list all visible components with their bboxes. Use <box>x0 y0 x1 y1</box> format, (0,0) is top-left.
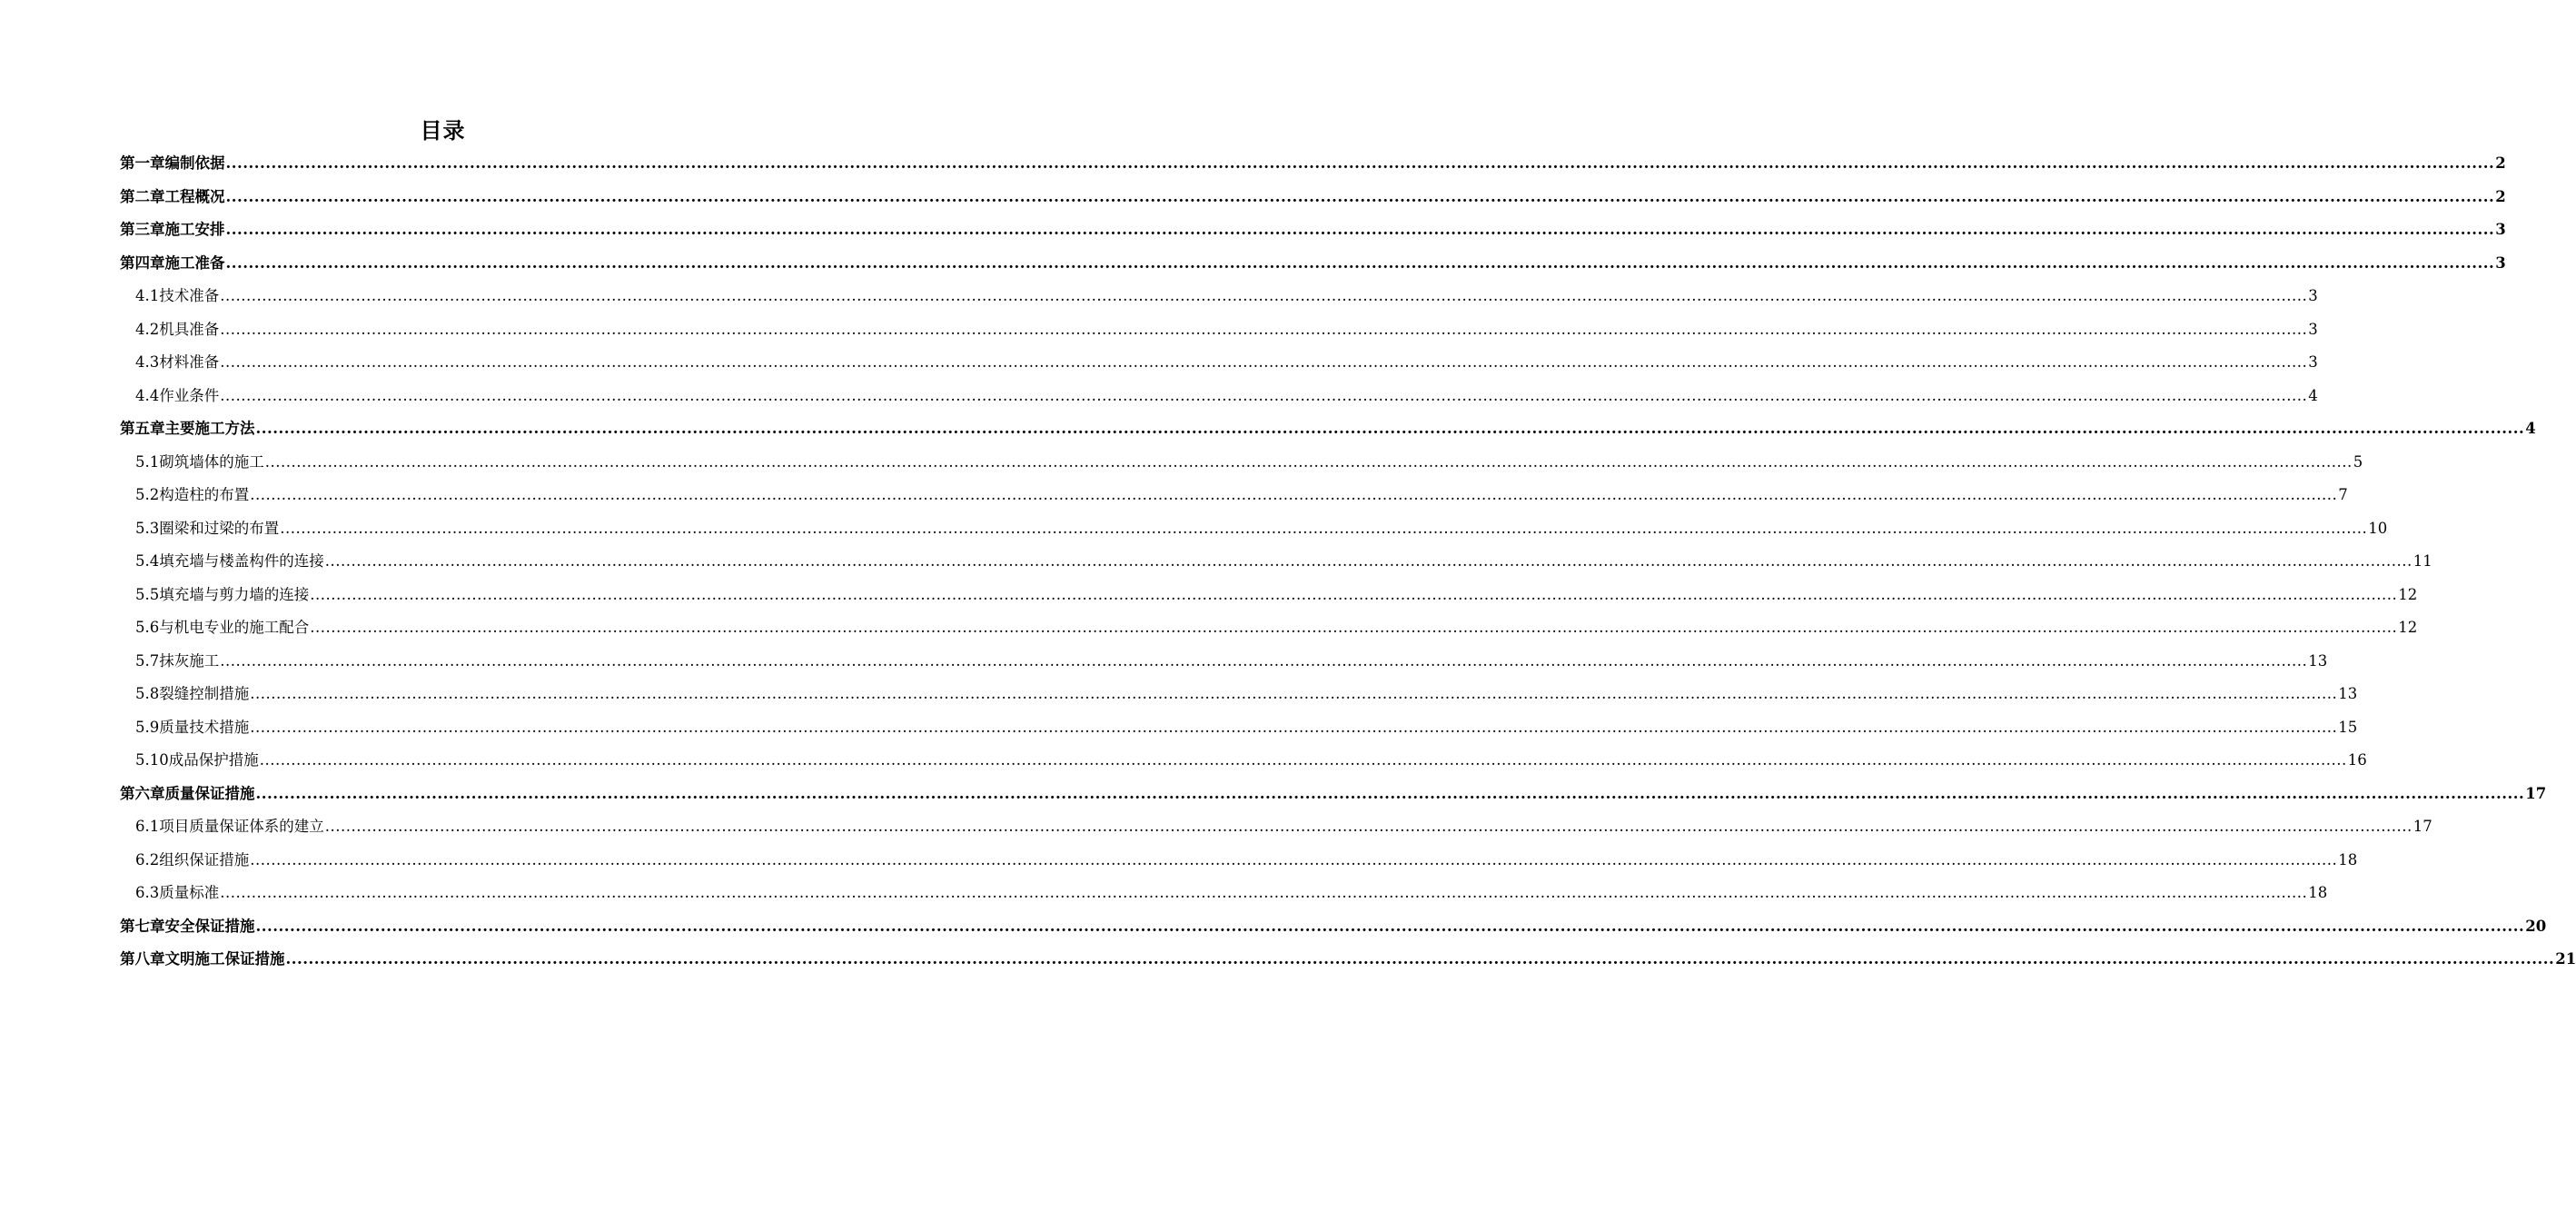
toc-dot-leader: ................................................................................................................................................................................................................................................................................................................................................................................................................ <box>255 784 2525 802</box>
toc-page-number: 2 <box>2495 187 2506 205</box>
toc-entry-title: 技术准备 <box>159 287 220 304</box>
toc-page-number: 17 <box>2525 784 2547 802</box>
toc-chapter-entry[interactable] <box>120 247 2506 281</box>
toc-dot-leader: ................................................................................................................................................................................................................................................................................................................................................................................................................ <box>225 253 2495 272</box>
toc-title: 目录 <box>420 117 466 144</box>
toc-page-number: 15 <box>2338 718 2358 736</box>
toc-entry-title: 工程概况 <box>164 187 225 205</box>
toc-page-number: 3 <box>2308 353 2318 371</box>
toc-section-entry[interactable] <box>120 579 2418 612</box>
toc-section-entry[interactable] <box>120 479 2348 512</box>
toc-entry-title: 材料准备 <box>159 353 220 371</box>
toc-chapter-entry[interactable] <box>120 213 2506 247</box>
toc-entry-title: 主要施工方法 <box>164 420 255 437</box>
toc-page-number: 3 <box>2495 253 2506 272</box>
toc-section-entry[interactable] <box>120 446 2363 480</box>
toc-section-entry[interactable] <box>120 512 2388 546</box>
toc-dot-leader: ................................................................................................................................................................................................................................................................................................................................................................................................................ <box>255 420 2525 437</box>
toc-chapter-entry[interactable] <box>120 412 2536 446</box>
toc-entry-title: 裂缝控制措施 <box>159 685 250 702</box>
toc-entry-number: 4.2 <box>135 320 160 338</box>
toc-entry-title: 抹灰施工 <box>159 651 220 670</box>
toc-entry-number: 5.2 <box>135 486 160 503</box>
toc-entry-number: 5.9 <box>135 718 160 736</box>
toc-page-number: 18 <box>2308 884 2328 901</box>
toc-section-entry[interactable] <box>120 346 2318 380</box>
toc-dot-leader: ................................................................................................................................................................................................................................................................................................................................................................................................................ <box>250 718 2338 736</box>
toc-entry-title: 项目质量保证体系的建立 <box>159 818 324 835</box>
toc-section-entry[interactable] <box>120 844 2358 878</box>
toc-entry-number: 5.4 <box>135 552 160 570</box>
toc-entry-title: 作业条件 <box>159 386 220 404</box>
toc-entry-number: 5.7 <box>135 651 160 670</box>
toc-entry-title: 与机电专业的施工配合 <box>159 619 310 636</box>
toc-dot-leader: ................................................................................................................................................................................................................................................................................................................................................................................................................ <box>225 187 2495 205</box>
toc-dot-leader: ................................................................................................................................................................................................................................................................................................................................................................................................................ <box>259 751 2347 769</box>
toc-entry-number: 5.10 <box>135 751 169 769</box>
toc-entry-number: 5.6 <box>135 619 160 636</box>
toc-chapter-entry[interactable] <box>120 778 2547 811</box>
toc-entry-title: 文明施工保证措施 <box>164 950 285 968</box>
toc-dot-leader: ................................................................................................................................................................................................................................................................................................................................................................................................................ <box>220 353 2308 371</box>
toc-section-entry[interactable] <box>120 280 2318 313</box>
toc-entry-number: 第四章 <box>120 253 165 272</box>
toc-entry-number: 4.3 <box>135 353 160 371</box>
toc-entry-number: 4.1 <box>135 287 160 304</box>
toc-section-entry[interactable] <box>120 645 2328 679</box>
toc-chapter-entry[interactable] <box>120 910 2547 944</box>
toc-chapter-entry[interactable] <box>120 147 2506 181</box>
toc-section-entry[interactable] <box>120 678 2358 711</box>
table-of-contents <box>120 147 2576 977</box>
toc-page-number: 12 <box>2398 619 2418 636</box>
toc-entry-title: 填充墙与剪力墙的连接 <box>159 585 310 603</box>
toc-dot-leader: ................................................................................................................................................................................................................................................................................................................................................................................................................ <box>220 386 2308 404</box>
toc-entry-number: 第七章 <box>120 917 165 935</box>
toc-entry-number: 第六章 <box>120 784 165 802</box>
toc-dot-leader: ................................................................................................................................................................................................................................................................................................................................................................................................................ <box>255 917 2525 935</box>
toc-dot-leader: ................................................................................................................................................................................................................................................................................................................................................................................................................ <box>280 519 2368 537</box>
toc-entry-number: 6.3 <box>135 884 160 901</box>
toc-dot-leader: ................................................................................................................................................................................................................................................................................................................................................................................................................ <box>225 154 2495 172</box>
toc-entry-title: 成品保护措施 <box>168 751 259 769</box>
toc-dot-leader: ................................................................................................................................................................................................................................................................................................................................................................................................................ <box>250 685 2338 702</box>
toc-section-entry[interactable] <box>120 810 2432 844</box>
toc-dot-leader: ................................................................................................................................................................................................................................................................................................................................................................................................................ <box>220 651 2308 670</box>
toc-entry-number: 6.1 <box>135 818 160 835</box>
toc-dot-leader: ................................................................................................................................................................................................................................................................................................................................................................................................................ <box>324 552 2413 570</box>
toc-dot-leader: ................................................................................................................................................................................................................................................................................................................................................................................................................ <box>250 486 2338 503</box>
toc-page-number: 11 <box>2413 552 2432 570</box>
toc-entry-title: 构造柱的布置 <box>159 486 250 503</box>
toc-dot-leader: ................................................................................................................................................................................................................................................................................................................................................................................................................ <box>220 320 2308 338</box>
toc-section-entry[interactable] <box>120 744 2367 778</box>
toc-entry-number: 6.2 <box>135 850 160 869</box>
toc-dot-leader: ................................................................................................................................................................................................................................................................................................................................................................................................................ <box>285 950 2555 968</box>
toc-page-number: 16 <box>2347 751 2367 769</box>
toc-chapter-entry[interactable] <box>120 943 2576 977</box>
toc-entry-number: 第八章 <box>120 950 165 968</box>
toc-page-number: 4 <box>2525 420 2536 437</box>
toc-page-number: 13 <box>2338 685 2358 702</box>
toc-section-entry[interactable] <box>120 380 2318 413</box>
toc-dot-leader: ................................................................................................................................................................................................................................................................................................................................................................................................................ <box>310 585 2398 603</box>
toc-entry-number: 5.3 <box>135 519 160 537</box>
toc-dot-leader: ................................................................................................................................................................................................................................................................................................................................................................................................................ <box>324 818 2413 835</box>
toc-page-number: 17 <box>2413 818 2432 835</box>
toc-entry-number: 5.8 <box>135 685 160 702</box>
toc-entry-title: 机具准备 <box>159 320 220 338</box>
toc-entry-title: 圈梁和过梁的布置 <box>159 519 280 537</box>
toc-section-entry[interactable] <box>120 313 2318 347</box>
toc-entry-number: 4.4 <box>135 386 160 404</box>
toc-entry-title: 填充墙与楼盖构件的连接 <box>159 552 324 570</box>
toc-page-number: 4 <box>2308 386 2318 404</box>
toc-entry-title: 组织保证措施 <box>159 850 250 869</box>
toc-page-number: 13 <box>2308 651 2328 670</box>
toc-page-number: 10 <box>2368 519 2388 537</box>
toc-entry-title: 施工安排 <box>164 221 225 238</box>
toc-page-number: 12 <box>2398 585 2418 603</box>
toc-entry-number: 第三章 <box>120 221 165 238</box>
toc-section-entry[interactable] <box>120 711 2358 745</box>
toc-dot-leader: ................................................................................................................................................................................................................................................................................................................................................................................................................ <box>220 287 2308 304</box>
toc-dot-leader: ................................................................................................................................................................................................................................................................................................................................................................................................................ <box>264 452 2353 471</box>
toc-dot-leader: ................................................................................................................................................................................................................................................................................................................................................................................................................ <box>310 619 2398 636</box>
toc-page-number: 18 <box>2338 850 2358 869</box>
toc-section-entry[interactable] <box>120 877 2328 910</box>
toc-entry-title: 施工准备 <box>164 253 225 272</box>
toc-chapter-entry[interactable] <box>120 181 2506 214</box>
toc-entry-title: 砌筑墙体的施工 <box>159 452 264 471</box>
toc-page-number: 20 <box>2525 917 2547 935</box>
toc-entry-number: 第五章 <box>120 420 165 437</box>
toc-entry-number: 第二章 <box>120 187 165 205</box>
toc-page-number: 3 <box>2495 221 2506 238</box>
toc-entry-title: 质量标准 <box>159 884 220 901</box>
toc-entry-number: 第一章 <box>120 154 165 172</box>
toc-page-number: 7 <box>2338 486 2348 503</box>
toc-entry-number: 5.5 <box>135 585 160 603</box>
toc-page-number: 3 <box>2308 287 2318 304</box>
toc-entry-title: 安全保证措施 <box>164 917 255 935</box>
toc-dot-leader: ................................................................................................................................................................................................................................................................................................................................................................................................................ <box>220 884 2308 901</box>
toc-entry-title: 编制依据 <box>164 154 225 172</box>
toc-page-number: 21 <box>2555 950 2576 968</box>
toc-dot-leader: ................................................................................................................................................................................................................................................................................................................................................................................................................ <box>250 850 2338 869</box>
toc-page-number: 3 <box>2308 320 2318 338</box>
toc-page-number: 2 <box>2495 154 2506 172</box>
toc-page-number: 5 <box>2353 452 2363 471</box>
toc-entry-number: 5.1 <box>135 452 160 471</box>
toc-dot-leader: ................................................................................................................................................................................................................................................................................................................................................................................................................ <box>225 221 2495 238</box>
toc-entry-title: 质量保证措施 <box>164 784 255 802</box>
toc-section-entry[interactable] <box>120 611 2418 645</box>
toc-section-entry[interactable] <box>120 545 2432 579</box>
toc-entry-title: 质量技术措施 <box>159 718 250 736</box>
